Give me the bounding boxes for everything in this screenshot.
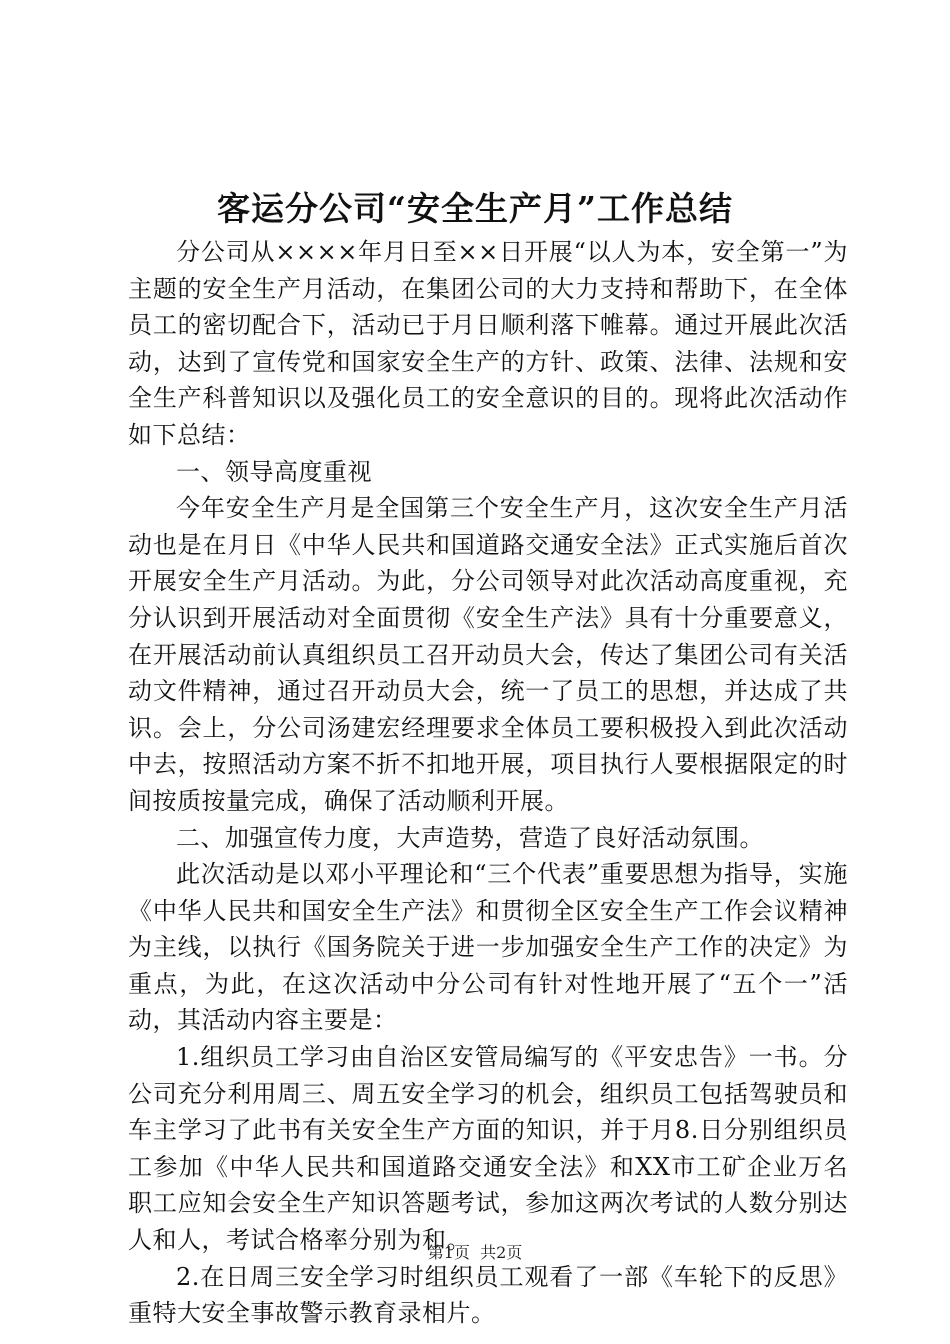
section-heading-2: 二、加强宣传力度，大声造势，营造了良好活动氛围。: [176, 823, 764, 852]
section-heading-1: 一、领导高度重视: [176, 457, 372, 486]
paragraph-section-2: 此次活动是以邓小平理论和“三个代表”重要思想为指导，实施《中华人民共和国安全生产法》和贯彻全区安全生产工作会议精神为主线，以执行《国务院关于进一步加强安全生产工作的决定》为重点，为此，在这次活动中分公司有针对性地开展了“五个一”活动，其活动内容主要是：: [128, 860, 848, 1035]
page-number-label: 第1页 共2页: [427, 1243, 523, 1262]
document-title: 客运分公司“安全生产月”工作总结: [217, 189, 733, 228]
page-footer: [0, 1243, 950, 1263]
document-body: [128, 234, 848, 1332]
paragraph-intro: 分公司从××××年月日至××日开展“以人为本，安全第一”为主题的安全生产月活动，在集团公司的大力支持和帮助下，在全体员工的密切配合下，活动已于月日顺利落下帷幕。通过开展此次活动，达到了宣传党和国家安全生产的方针、政策、法律、法规和安全生产科普知识以及强化员工的安全意识的目的。现将此次活动作如下总结：: [128, 238, 848, 449]
paragraph-section-1: 今年安全生产月是全国第三个安全生产月，这次安全生产月活动也是在月日《中华人民共和国道路交通安全法》正式实施后首次开展安全生产月活动。为此，分公司领导对此次活动高度重视，充分认识到开展活动对全面贯彻《安全生产法》具有十分重要意义，在开展活动前认真组织员工召开动员大会，传达了集团公司有关活动文件精神，通过召开动员大会，统一了员工的思想，并达成了共识。会上，分公司汤建宏经理要求全体员工要积极投入到此次活动中去，按照活动方案不折不扣地开展，项目执行人要根据限定的时间按质按量完成，确保了活动顺利开展。: [128, 494, 848, 815]
list-item-2: 2.在日周三安全学习时组织员工观看了一部《车轮下的反思》重特大安全事故警示教育录相片。: [128, 1262, 848, 1328]
list-item-1: 1.组织员工学习由自治区安管局编写的《平安忠告》一书。分公司充分利用周三、周五安全学习的机会，组织员工包括驾驶员和车主学习了此书有关安全生产方面的知识，并于月8.日分别组织员工参加《中华人民共和国道路交通安全法》和XX市工矿企业万名职工应知会安全生产知识答题考试，参加这两次考试的人数分别达人和人，考试合格率分别为和。: [128, 1043, 848, 1255]
